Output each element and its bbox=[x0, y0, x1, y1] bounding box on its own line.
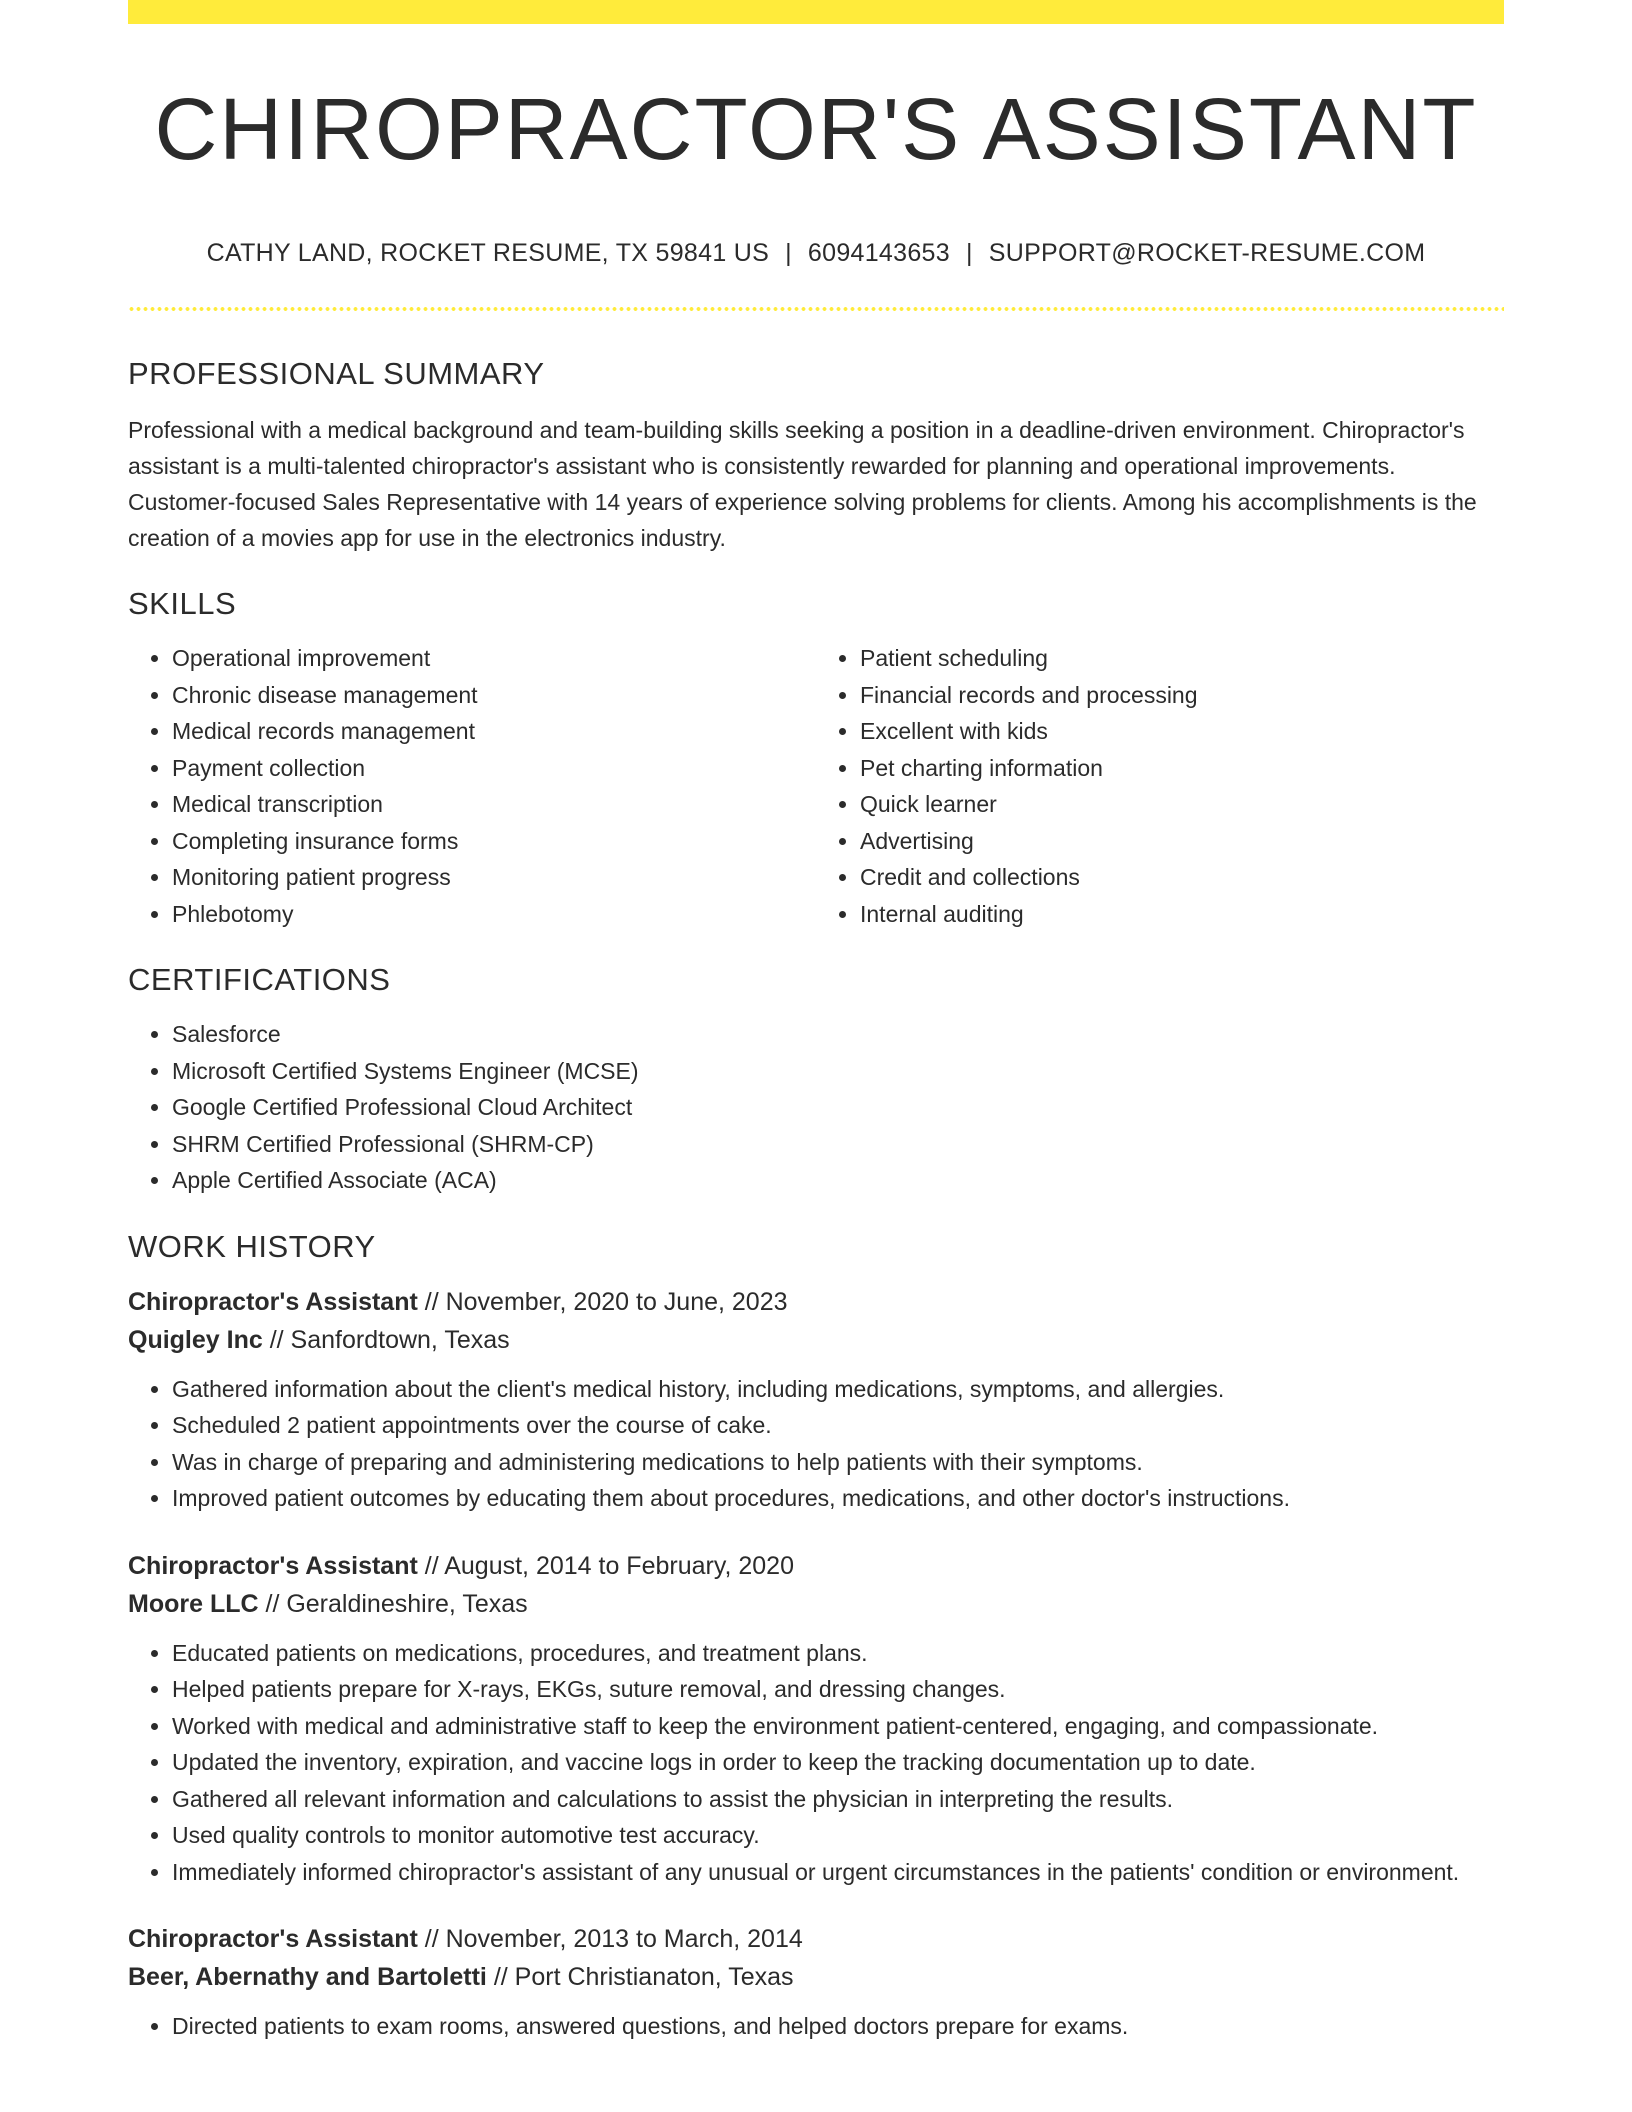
job-entry bbox=[128, 1283, 1504, 1517]
job-bullet: • Gathered information about the client's medical history, including medications, symptoms, and allergies. bbox=[172, 1371, 1504, 1408]
accent-bar bbox=[128, 0, 1504, 24]
certification-item: • SHRM Certified Professional (SHRM-CP) bbox=[172, 1126, 1504, 1163]
section-heading: SKILLS bbox=[128, 586, 237, 621]
skill-item: • Medical records management bbox=[172, 713, 816, 750]
skill-item: • Monitoring patient progress bbox=[172, 859, 816, 896]
section-heading: WORK HISTORY bbox=[128, 1228, 376, 1264]
skill-item: • Pet charting information bbox=[860, 750, 1504, 787]
job-entry bbox=[128, 1547, 1504, 1891]
job-bullets bbox=[128, 2008, 1504, 2045]
job-bullet: • Educated patients on medications, procedures, and treatment plans. bbox=[172, 1635, 1504, 1672]
job-bullet: • Was in charge of preparing and administering medications to help patients with their symptoms. bbox=[172, 1444, 1504, 1481]
summary-section bbox=[128, 352, 1504, 556]
skills-list-left bbox=[128, 640, 816, 932]
skill-item: • Advertising bbox=[860, 823, 1504, 860]
job-bullet: • Immediately informed chiropractor's assistant of any unusual or urgent circumstances in the patients' condition or environment. bbox=[172, 1854, 1504, 1891]
job-bullet: • Used quality controls to monitor automotive test accuracy. bbox=[172, 1817, 1504, 1854]
job-company: Quigley Inc bbox=[128, 1325, 263, 1354]
work-history-section bbox=[128, 1225, 1504, 2045]
contact-address: CATHY LAND, ROCKET RESUME, TX 59841 US bbox=[206, 239, 770, 267]
skill-item: • Chronic disease management bbox=[172, 677, 816, 714]
job-location: // Sanfordtown, Texas bbox=[269, 1325, 510, 1354]
section-heading: PROFESSIONAL SUMMARY bbox=[128, 356, 545, 391]
job-dates: // August, 2014 to February, 2020 bbox=[424, 1551, 794, 1580]
job-location: // Geraldineshire, Texas bbox=[265, 1589, 528, 1618]
job-company-line bbox=[128, 1585, 1504, 1623]
jobs-list bbox=[128, 1283, 1504, 2045]
job-title: Chiropractor's Assistant bbox=[128, 1551, 418, 1580]
job-bullet: • Worked with medical and administrative staff to keep the environment patient-centered, engaging, and compassionate. bbox=[172, 1708, 1504, 1745]
skill-item: • Completing insurance forms bbox=[172, 823, 816, 860]
skill-item: • Patient scheduling bbox=[860, 640, 1504, 677]
job-dates: // November, 2020 to June, 2023 bbox=[424, 1287, 788, 1316]
resume-content bbox=[128, 352, 1504, 2045]
contact-separator: | bbox=[965, 239, 973, 267]
job-title: Chiropractor's Assistant bbox=[128, 1287, 418, 1316]
job-bullet: • Gathered all relevant information and calculations to assist the physician in interpreting the results. bbox=[172, 1781, 1504, 1818]
job-location: // Port Christianaton, Texas bbox=[493, 1963, 794, 1991]
skill-item: • Internal auditing bbox=[860, 896, 1504, 933]
skill-item: • Phlebotomy bbox=[172, 896, 816, 933]
contact-email: SUPPORT@ROCKET-RESUME.COM bbox=[988, 239, 1426, 267]
job-company-line bbox=[128, 1321, 1504, 1359]
section-heading: CERTIFICATIONS bbox=[128, 962, 391, 997]
job-company-line bbox=[128, 1958, 1504, 1996]
skills-list-right bbox=[816, 640, 1504, 932]
job-bullet: • Helped patients prepare for X-rays, EKGs, suture removal, and dressing changes. bbox=[172, 1671, 1504, 1708]
job-title-line bbox=[128, 1547, 1504, 1585]
job-company: Moore LLC bbox=[128, 1589, 259, 1618]
skill-item: • Excellent with kids bbox=[860, 713, 1504, 750]
job-company: Beer, Abernathy and Bartoletti bbox=[128, 1963, 487, 1991]
job-entry bbox=[128, 1920, 1504, 2045]
certification-item: • Google Certified Professional Cloud Architect bbox=[172, 1089, 1504, 1126]
job-bullet: • Updated the inventory, expiration, and vaccine logs in order to keep the tracking documentation up to date. bbox=[172, 1744, 1504, 1781]
job-bullets bbox=[128, 1635, 1504, 1891]
contact-separator: | bbox=[785, 239, 792, 267]
skill-item: • Financial records and processing bbox=[860, 677, 1504, 714]
job-title-line bbox=[128, 1920, 1504, 1958]
certification-item: • Microsoft Certified Systems Engineer (MCSE) bbox=[172, 1053, 1504, 1090]
skill-item: • Medical transcription bbox=[172, 786, 816, 823]
skill-item: • Operational improvement bbox=[172, 640, 816, 677]
skill-item: • Payment collection bbox=[172, 750, 816, 787]
skills-section bbox=[128, 582, 1504, 932]
dotted-divider bbox=[128, 307, 1504, 311]
job-title: Chiropractor's Assistant bbox=[128, 1925, 418, 1953]
job-dates: // November, 2013 to March, 2014 bbox=[424, 1925, 803, 1953]
skill-item: • Credit and collections bbox=[860, 859, 1504, 896]
job-bullets bbox=[128, 1371, 1504, 1517]
skills-columns bbox=[128, 640, 1504, 932]
certification-item: • Apple Certified Associate (ACA) bbox=[172, 1162, 1504, 1199]
certification-item: • Salesforce bbox=[172, 1016, 1504, 1053]
job-bullet: • Directed patients to exam rooms, answered questions, and helped doctors prepare for exams. bbox=[172, 2008, 1504, 2045]
resume-title: CHIROPRACTOR'S ASSISTANT bbox=[154, 81, 1478, 178]
job-bullet: • Scheduled 2 patient appointments over the course of cake. bbox=[172, 1407, 1504, 1444]
job-title-line bbox=[128, 1283, 1504, 1321]
contact-line bbox=[128, 236, 1504, 270]
certifications-section bbox=[128, 958, 1504, 1199]
skill-item: • Quick learner bbox=[860, 786, 1504, 823]
certifications-list bbox=[128, 1016, 1504, 1199]
contact-phone: 6094143653 bbox=[807, 239, 950, 267]
job-bullet: • Improved patient outcomes by educating them about procedures, medications, and other doctor's instructions. bbox=[172, 1480, 1504, 1517]
summary-text: Professional with a medical background and team-building skills seeking a position in a deadline-driven environment. Chiropractor's assistant is a multi-talented chiropractor's assistant who is consistently rewarded for planning and operational improvements. Customer-focused Sales Representative with 14 years of experience solving problems for clients. Among his accomplishments is the creation of a movies app for use in the electronics industry. bbox=[128, 417, 1477, 551]
